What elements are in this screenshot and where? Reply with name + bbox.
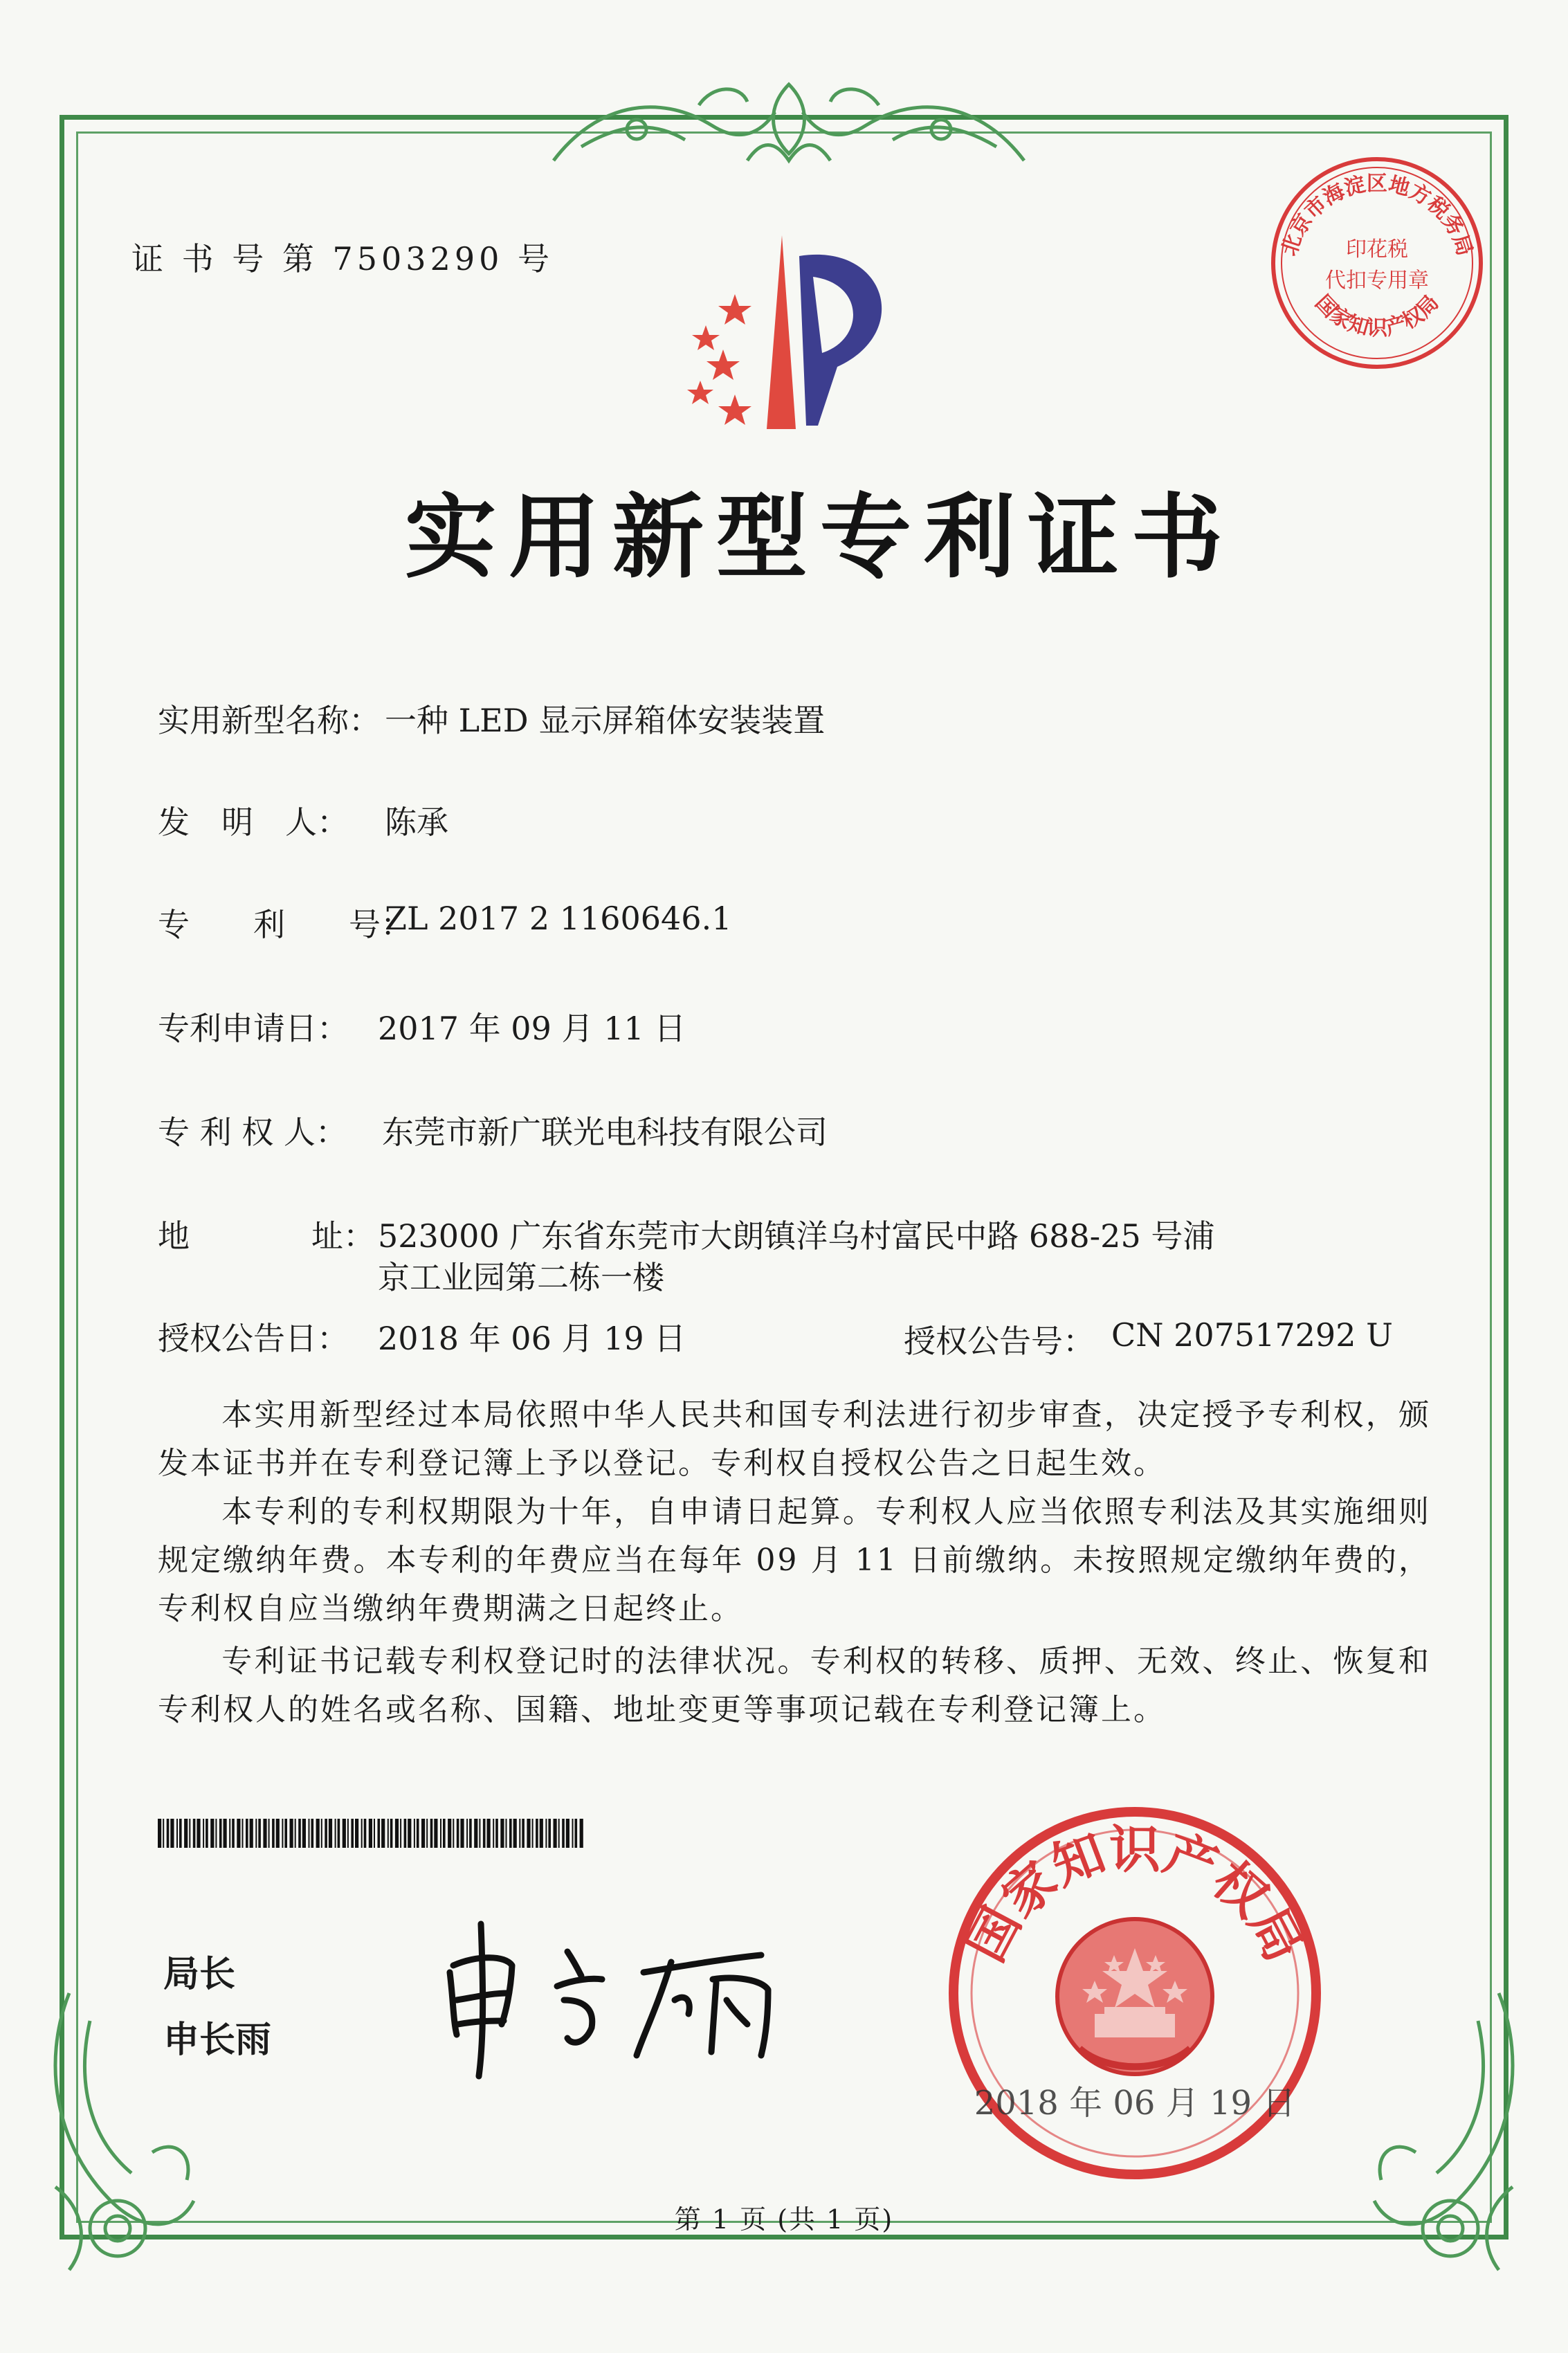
- barcode-bar: [338, 1819, 340, 1848]
- barcode-bar: [215, 1819, 217, 1848]
- barcode-bar: [263, 1819, 266, 1848]
- barcode-bar: [580, 1819, 583, 1848]
- cnipa-logo-icon: [657, 228, 920, 436]
- barcode-bar: [167, 1819, 170, 1848]
- barcode-bar: [369, 1819, 372, 1848]
- barcode-bar: [355, 1819, 358, 1848]
- barcode-bar: [562, 1819, 565, 1848]
- barcode-bar: [453, 1819, 454, 1848]
- barcode-bar: [545, 1819, 547, 1848]
- barcode-bar: [184, 1819, 188, 1848]
- grant-date-label: 授权公告日：: [158, 1320, 349, 1357]
- barcode-bar: [388, 1819, 389, 1848]
- bottom-right-ornament-icon: [1360, 1979, 1540, 2284]
- barcode-bar: [298, 1819, 301, 1848]
- tax-seal-inner-line1: 印花税: [1346, 237, 1408, 262]
- barcode-bar: [295, 1819, 296, 1848]
- tax-seal-inner-line2: 代扣专用章: [1325, 269, 1429, 293]
- certificate-number-label: 证 书 号 第: [131, 240, 318, 278]
- tax-seal-outer-text: 北京市海淀区地方税务局: [1277, 172, 1477, 260]
- barcode-bar: [158, 1819, 161, 1848]
- barcode-bar: [414, 1819, 415, 1848]
- body-paragraph-2: [158, 1488, 1431, 1633]
- barcode-bar: [219, 1819, 222, 1848]
- address-label-right: 址：: [311, 1217, 375, 1255]
- barcode-bar: [532, 1819, 534, 1848]
- barcode-bar: [469, 1819, 472, 1848]
- barcode-bar: [408, 1819, 411, 1848]
- barcode-bar: [493, 1819, 494, 1848]
- body-paragraph-3-text: 专利证书记载专利权登记时的法律状况。专利权的转移、质押、无效、终止、恢复和专利权人的姓名或名称、国籍、地址变更等事项记载在专利登记簿上。: [158, 1644, 1431, 1727]
- page-footer: 第 1 页 (共 1 页): [674, 2204, 894, 2235]
- barcode-bar: [430, 1819, 433, 1848]
- grant-number-value: CN 207517292 U: [1111, 1316, 1393, 1354]
- barcode-bar: [210, 1819, 214, 1848]
- barcode-bar: [421, 1819, 425, 1848]
- barcode-bar: [189, 1819, 190, 1848]
- barcode-bar: [404, 1819, 407, 1848]
- address-line2: 京工业园第二栋一楼: [378, 1259, 664, 1296]
- barcode-bar: [495, 1819, 498, 1848]
- grant-date-value: 2018 年 06 月 19 日: [378, 1320, 686, 1357]
- barcode-bar: [558, 1819, 560, 1848]
- inventor-value: 陈承: [385, 803, 448, 841]
- svg-text:国家知识产权局: [1311, 291, 1444, 340]
- barcode-bar: [242, 1819, 244, 1848]
- barcode-bar: [417, 1819, 419, 1848]
- barcode-bar: [347, 1819, 349, 1848]
- barcode-bar: [361, 1819, 363, 1848]
- address-label-left: 地: [158, 1217, 190, 1255]
- barcode-bar: [513, 1819, 517, 1848]
- barcode-icon: [158, 1819, 587, 1848]
- barcode-bar: [548, 1819, 551, 1848]
- patentee-label: 专 利 权 人：: [158, 1114, 347, 1151]
- barcode-bar: [474, 1819, 477, 1848]
- barcode-bar: [519, 1819, 520, 1848]
- handwritten-signature-icon: [436, 1896, 796, 2083]
- barcode-bar: [554, 1819, 557, 1848]
- barcode-bar: [457, 1819, 459, 1848]
- certificate-number: [131, 234, 554, 280]
- grant-number-label: 授权公告号：: [904, 1323, 1095, 1360]
- inventor-label: 发 明 人：: [158, 803, 349, 841]
- barcode-bar: [258, 1819, 261, 1848]
- barcode-bar: [193, 1819, 196, 1848]
- barcode-bar: [378, 1819, 381, 1848]
- barcode-bar: [440, 1819, 441, 1848]
- barcode-bar: [434, 1819, 437, 1848]
- barcode-bar: [343, 1819, 346, 1848]
- certificate-number-suffix: 号: [518, 240, 554, 278]
- address-line1: 523000 广东省东莞市大朗镇洋乌村富民中路 688-25 号浦: [378, 1217, 1215, 1255]
- barcode-bar: [374, 1819, 375, 1848]
- certificate-title: 实用新型专利证书: [405, 484, 1235, 591]
- signatory-position: 局长: [163, 1954, 236, 1995]
- top-ornament-icon: [540, 64, 1038, 181]
- barcode-bar: [575, 1819, 578, 1848]
- utility-model-name-label: 实用新型名称：: [158, 702, 381, 739]
- body-paragraph-2-text: 本专利的专利权期限为十年，自申请日起算。专利权人应当依照专利法及其实施细则规定缴纳年费。本专利的年费应当在每年 09 月 11 日前缴纳。未按照规定缴纳年费的，专利权自应当缴纳年费期满之日起终止。: [158, 1494, 1431, 1626]
- barcode-bar: [316, 1819, 320, 1848]
- barcode-bar: [282, 1819, 283, 1848]
- barcode-bar: [522, 1819, 525, 1848]
- barcode-bar: [390, 1819, 393, 1848]
- barcode-bar: [500, 1819, 504, 1848]
- tax-seal-bottom-text: 国家知识产权局: [1310, 290, 1444, 341]
- body-paragraph-3: [158, 1637, 1431, 1734]
- barcode-bar: [448, 1819, 451, 1848]
- barcode-bar: [224, 1819, 227, 1848]
- barcode-bar: [566, 1819, 569, 1848]
- barcode-bar: [203, 1819, 204, 1848]
- barcode-bar: [206, 1819, 208, 1848]
- barcode-bar: [335, 1819, 336, 1848]
- barcode-bar: [179, 1819, 182, 1848]
- barcode-bar: [232, 1819, 235, 1848]
- patent-number-label: 专 利 号：: [158, 906, 412, 943]
- barcode-bar: [321, 1819, 322, 1848]
- application-date-label: 专利申请日：: [158, 1010, 349, 1047]
- barcode-bar: [229, 1819, 230, 1848]
- barcode-bar: [276, 1819, 280, 1848]
- barcode-bar: [483, 1819, 486, 1848]
- barcode-bar: [509, 1819, 512, 1848]
- barcode-bar: [443, 1819, 446, 1848]
- body-paragraph-1-text: 本实用新型经过本局依照中华人民共和国专利法进行初步审查，决定授予专利权，颁发本证书并在专利登记簿上予以登记。专利权自授权公告之日起生效。: [158, 1397, 1431, 1481]
- patent-number-value: ZL 2017 2 1160646.1: [385, 900, 732, 937]
- barcode-bar: [351, 1819, 354, 1848]
- barcode-bar: [250, 1819, 253, 1848]
- barcode-bar: [309, 1819, 310, 1848]
- main-seal-outer-text: 国家知识产权局: [956, 1820, 1314, 1972]
- barcode-bar: [163, 1819, 164, 1848]
- barcode-bar: [255, 1819, 257, 1848]
- barcode-bar: [246, 1819, 248, 1848]
- barcode-bar: [506, 1819, 507, 1848]
- barcode-bar: [426, 1819, 428, 1848]
- main-seal-date: 2018 年 06 月 19 日: [974, 2084, 1296, 2123]
- patentee-value: 东莞市新广联光电科技有限公司: [382, 1114, 828, 1151]
- barcode-bar: [311, 1819, 314, 1848]
- national-emblem-icon: [1057, 1919, 1212, 2074]
- barcode-bar: [487, 1819, 491, 1848]
- barcode-bar: [237, 1819, 240, 1848]
- barcode-bar: [284, 1819, 287, 1848]
- utility-model-name-value: 一种 LED 显示屏箱体安装装置: [385, 702, 826, 739]
- barcode-bar: [400, 1819, 401, 1848]
- signatory-name: 申长雨: [163, 2019, 272, 2061]
- barcode-bar: [329, 1819, 332, 1848]
- barcode-bar: [395, 1819, 399, 1848]
- barcode-bar: [364, 1819, 367, 1848]
- barcode-bar: [479, 1819, 480, 1848]
- barcode-bar: [381, 1819, 385, 1848]
- barcode-bar: [197, 1819, 200, 1848]
- barcode-bar: [527, 1819, 530, 1848]
- barcode-bar: [302, 1819, 306, 1848]
- barcode-bar: [536, 1819, 538, 1848]
- barcode-bar: [268, 1819, 270, 1848]
- application-date-value: 2017 年 09 月 11 日: [378, 1010, 686, 1047]
- barcode-bar: [290, 1819, 293, 1848]
- barcode-bar: [572, 1819, 574, 1848]
- barcode-bar: [460, 1819, 464, 1848]
- barcode-bar: [176, 1819, 178, 1848]
- barcode-bar: [540, 1819, 543, 1848]
- barcode-bar: [170, 1819, 174, 1848]
- tax-seal-icon: [1266, 152, 1488, 374]
- certificate-number-value: 7503290: [332, 240, 504, 278]
- barcode-bar: [272, 1819, 275, 1848]
- barcode-bar: [466, 1819, 468, 1848]
- patent-office-seal-icon: [941, 1799, 1329, 2187]
- barcode-bar: [325, 1819, 327, 1848]
- body-paragraph-1: [158, 1391, 1431, 1488]
